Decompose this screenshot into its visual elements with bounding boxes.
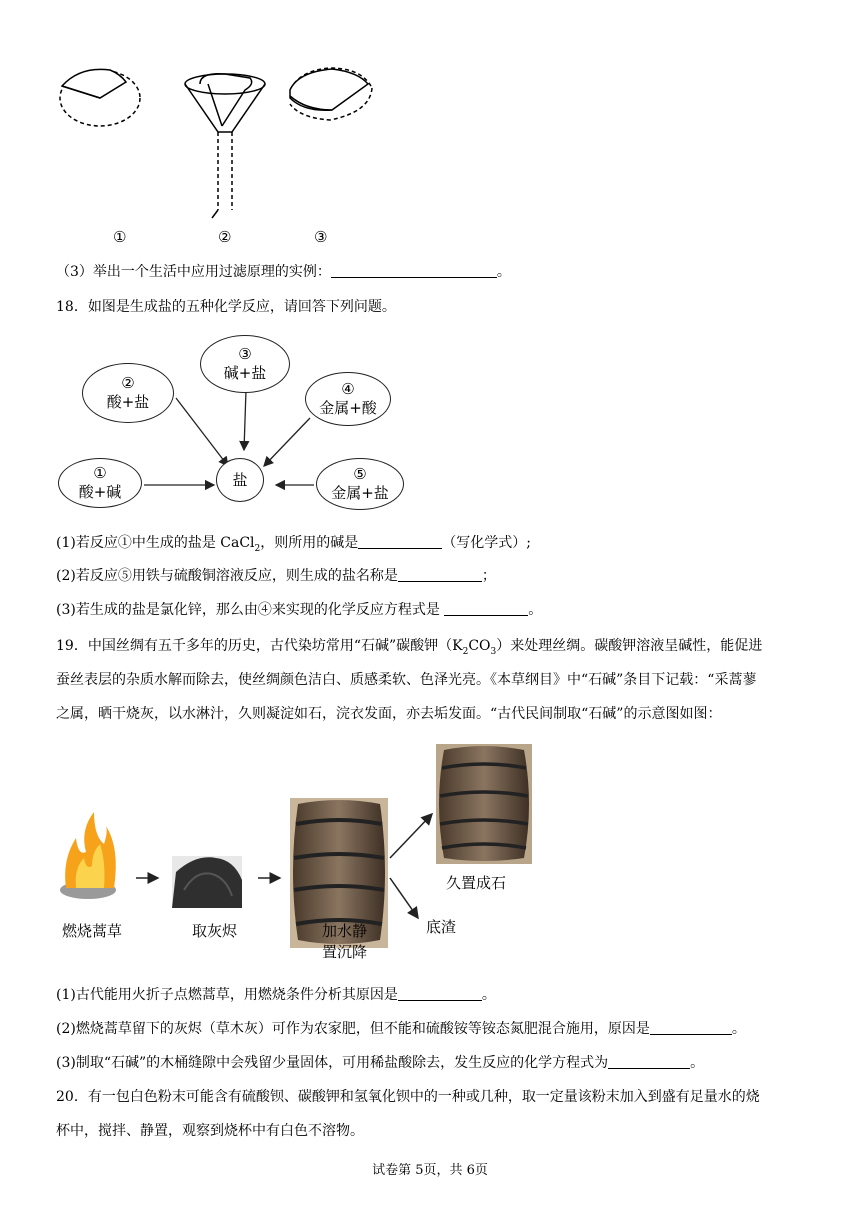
filter-step-3 (290, 68, 372, 120)
q19-line-1: 19．中国丝绸有五千多年的历史，古代染坊常用“石碱”碳酸钾$(K_2CO_3)$来处理丝绸。碳酸钾溶液呈碱性，能促进 (56, 638, 763, 657)
filter-paper-folding-figure (50, 60, 390, 230)
filter-step-2 (185, 74, 265, 218)
q18-part1: (1)若反应①中生成的盐是 CaCl$_2$，则所用的碱是 （写化学式）; (56, 535, 531, 554)
diagram-node-metal-acid: ④ 金属+酸 (305, 372, 391, 426)
fire-icon (60, 812, 116, 899)
q19-line-2: 蚕丝表层的杂质水解而除去，使丝绸颜色洁白、质感柔软、色泽光亮。《本草纲目》中“石碱”条目下记载：“采蒿蓼 (56, 672, 757, 688)
diagram-node-salt: 盐 (216, 458, 264, 502)
q19-line-3: 之属，晒干烧灰，以水淋汁，久则凝淀如石，浣衣发面，亦去垢发面。“古代民间制取“石碱”的示意图如图： (56, 706, 722, 722)
diagram-node-base-salt: ③ 碱+盐 (200, 335, 290, 393)
q19-part1: (1)古代能用火折子点燃蒿草，用燃烧条件分析其原因是 。 (56, 987, 496, 1003)
barrel-2-image (436, 744, 532, 864)
q19-part3: (3)制取“石碱”的木桶缝隙中会残留少量固体，可用稀盐酸除去，发生反应的化学方程式为 。 (56, 1055, 705, 1071)
caption-residue: 底渣 (426, 918, 457, 936)
diagram-node-acid-base: ① 酸+碱 (58, 458, 142, 508)
answer-blank[interactable] (331, 263, 497, 278)
answer-blank[interactable] (398, 986, 482, 1001)
q20-line-1: 20．有一包白色粉末可能含有硫酸钡、碳酸钾和氢氧化钡中的一种或几种，取一定量该粉末加入到盛有足量水的烧 (56, 1089, 760, 1105)
filter-label-1: ① (113, 228, 127, 246)
filter-label-3: ③ (314, 228, 328, 246)
caption-ash: 取灰烬 (192, 922, 238, 940)
answer-blank[interactable] (608, 1054, 690, 1069)
q18-title: 18．如图是生成盐的五种化学反应，请回答下列问题。 (56, 299, 396, 315)
diagram-node-metal-salt: ⑤ 金属+盐 (316, 458, 404, 510)
ash-pile-image (172, 856, 242, 908)
page-footer: 试卷第 5页，共 6页 (372, 1163, 488, 1178)
caption-stone: 久置成石 (446, 874, 507, 892)
caption-burn: 燃烧蒿草 (62, 922, 123, 940)
q18-part2: (2)若反应⑤用铁与硫酸铜溶液反应，则生成的盐名称是 ； (56, 568, 496, 584)
caption-water-1: 加水静 (322, 922, 368, 940)
filter-label-2: ② (218, 228, 232, 246)
q18-part3: (3)若生成的盐是氯化锌，那么由④来实现的化学反应方程式是 。 (56, 602, 543, 618)
caption-water-2: 置沉降 (322, 943, 368, 961)
answer-blank[interactable] (358, 534, 442, 549)
q19-part2: (2)燃烧蒿草留下的灰烬（草木灰）可作为农家肥，但不能和硫酸铵等铵态氮肥混合施用，原因是 。 (56, 1021, 746, 1037)
answer-blank[interactable] (444, 601, 528, 616)
diagram-node-acid-salt: ② 酸+盐 (82, 363, 174, 423)
answer-blank[interactable] (650, 1020, 732, 1035)
process-graphics (56, 740, 536, 970)
filter-step-1 (60, 69, 140, 126)
q17-part3: （3）举出一个生活中应用过滤原理的实例： 。 (56, 264, 511, 280)
q20-line-2: 杯中，搅拌、静置，观察到烧杯中有白色不溶物。 (56, 1123, 364, 1139)
answer-blank[interactable] (398, 567, 482, 582)
q17-part3-text: （3）举出一个生活中应用过滤原理的实例： (56, 264, 331, 280)
